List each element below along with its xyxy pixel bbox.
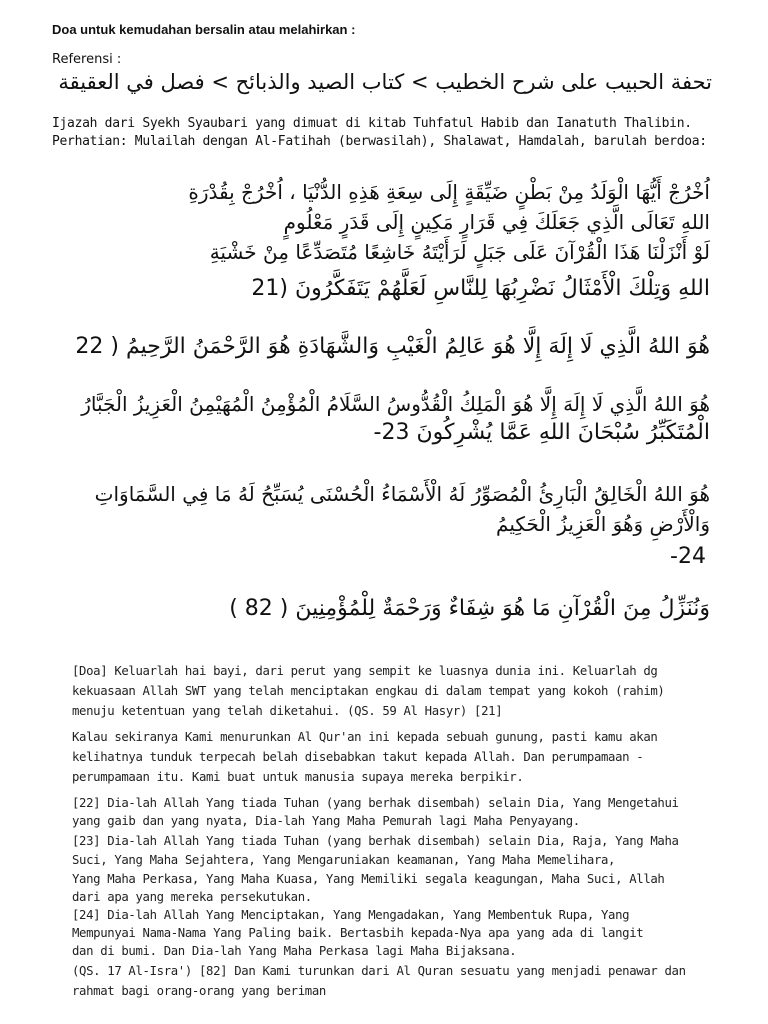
arabic-line: اللهِ تَعَالَى الَّذِي جَعَلَكَ فِي قَرَارٍ مَكِينٍ إِلَى قَدَرٍ مَعْلُومٍ	[283, 210, 710, 234]
arabic-line: وَالْأَرْضِ وَهُوَ الْعَزِيزُ الْحَكِيمُ	[496, 512, 710, 536]
translation-line: yang gaib dan yang nyata, Dia-lah Yang Maha Pemurah lagi Maha Penyayang.	[72, 814, 580, 828]
intro-line: Perhatian: Mulailah dengan Al-Fatihah (berwasilah), Shalawat, Hamdalah, barulah berdoa:	[52, 134, 707, 149]
translation-line: menuju ketentuan yang telah diketahui. (QS. 59 Al Hasyr) [21]	[72, 704, 503, 718]
translation-line: dari apa yang mereka persekutukan.	[72, 890, 312, 904]
translation-line: kekuasaan Allah SWT yang telah menciptakan engkau di dalam tempat yang kokoh (rahim)	[72, 684, 665, 698]
reference-label: Referensi :	[52, 52, 122, 67]
translation-line: perumpamaan itu. Kami buat untuk manusia supaya mereka berpikir.	[72, 770, 524, 784]
reference-path: تحفة الحبيب على شرح الخطيب > كتاب الصيد والذبائح > فصل في العقيقة	[58, 70, 712, 94]
arabic-line: هُوَ اللهُ الَّذِي لَا إِلَهَ إِلَّا هُوَ عَالِمُ الْغَيْبِ وَالشَّهَادَةِ هُوَ الرَّحْمَنُ الرَّحِيمُ ( 22	[75, 334, 710, 359]
intro-line: Ijazah dari Syekh Syaubari yang dimuat di kitab Tuhfatul Habib dan Ianatuth Thalibin.	[52, 116, 692, 131]
translation-line: dan di bumi. Dan Dia-lah Yang Maha Perkasa lagi Maha Bijaksana.	[72, 944, 517, 958]
arabic-line: وَنُنَزِّلُ مِنَ الْقُرْآنِ مَا هُوَ شِفَاءٌ وَرَحْمَةٌ لِلْمُؤْمِنِينَ ( 82 )	[229, 596, 710, 621]
arabic-line: الْمُتَكَبِّرُ سُبْحَانَ اللهِ عَمَّا يُشْرِكُونَ 23-	[373, 420, 710, 445]
translation-line: [22] Dia-lah Allah Yang tiada Tuhan (yang berhak disembah) selain Dia, Yang Mengetahui	[72, 796, 679, 810]
translation-line: Mempunyai Nama-Nama Yang Paling baik. Bertasbih kepada-Nya apa yang ada di langit	[72, 926, 644, 940]
translation-line: Suci, Yang Maha Sejahtera, Yang Mengaruniakan keamanan, Yang Maha Memelihara,	[72, 853, 616, 867]
translation-line: (QS. 17 Al-Isra') [82] Dan Kami turunkan dari Al Quran sesuatu yang menjadi penawar dan	[72, 964, 686, 978]
translation-line: kelihatnya tunduk terpecah belah disebabkan takut kepada Allah. Dan perumpamaan -	[72, 750, 644, 764]
translation-line: rahmat bagi orang-orang yang beriman	[72, 984, 326, 998]
doc-title: Doa untuk kemudahan bersalin atau melahirkan :	[52, 22, 356, 37]
arabic-line: هُوَ اللهُ الْخَالِقُ الْبَارِئُ الْمُصَوِّرُ لَهُ الْأَسْمَاءُ الْحُسْنَى يُسَبِّحُ لَهُ مَا فِي السَّمَاوَاتِ	[94, 482, 710, 506]
arabic-line: لَوْ أَنْزَلْنَا هَذَا الْقُرْآنَ عَلَى جَبَلٍ لَرَأَيْتَهُ خَاشِعًا مُتَصَدِّعًا مِنْ خَشْيَةِ	[209, 240, 710, 264]
arabic-line: هُوَ اللهُ الَّذِي لَا إِلَهَ إِلَّا هُوَ الْمَلِكُ الْقُدُّوسُ السَّلَامُ الْمُؤْمِنُ الْمُهَيْمِنُ الْعَزِيزُ الْجَبَّارُ	[81, 392, 710, 416]
translation-line: [23] Dia-lah Allah Yang tiada Tuhan (yang berhak disembah) selain Dia, Raja, Yang Maha	[72, 834, 679, 848]
translation-line: Yang Maha Perkasa, Yang Maha Kuasa, Yang Memiliki segala keagungan, Maha Suci, Allah	[72, 872, 665, 886]
arabic-line: اللهِ وَتِلْكَ الْأَمْثَالُ نَضْرِبُهَا لِلنَّاسِ لَعَلَّهُمْ يَتَفَكَّرُونَ (21	[251, 276, 710, 301]
translation-line: [24] Dia-lah Allah Yang Menciptakan, Yang Mengadakan, Yang Membentuk Rupa, Yang	[72, 908, 630, 922]
translation-line: Kalau sekiranya Kami menurunkan Al Qur'an ini kepada sebuah gunung, pasti kamu akan	[72, 730, 658, 744]
translation-line: [Doa] Keluarlah hai bayi, dari perut yang sempit ke luasnya dunia ini. Keluarlah dg	[72, 664, 658, 678]
arabic-line: 24-	[670, 544, 706, 569]
arabic-line: اُخْرُجْ أَيُّهَا الْوَلَدُ مِنْ بَطْنٍ ضَيِّقَةٍ إِلَى سِعَةِ هَذِهِ الدُّنْيَا ، اُخْرُجْ بِقُدْرَةِ	[188, 180, 710, 204]
